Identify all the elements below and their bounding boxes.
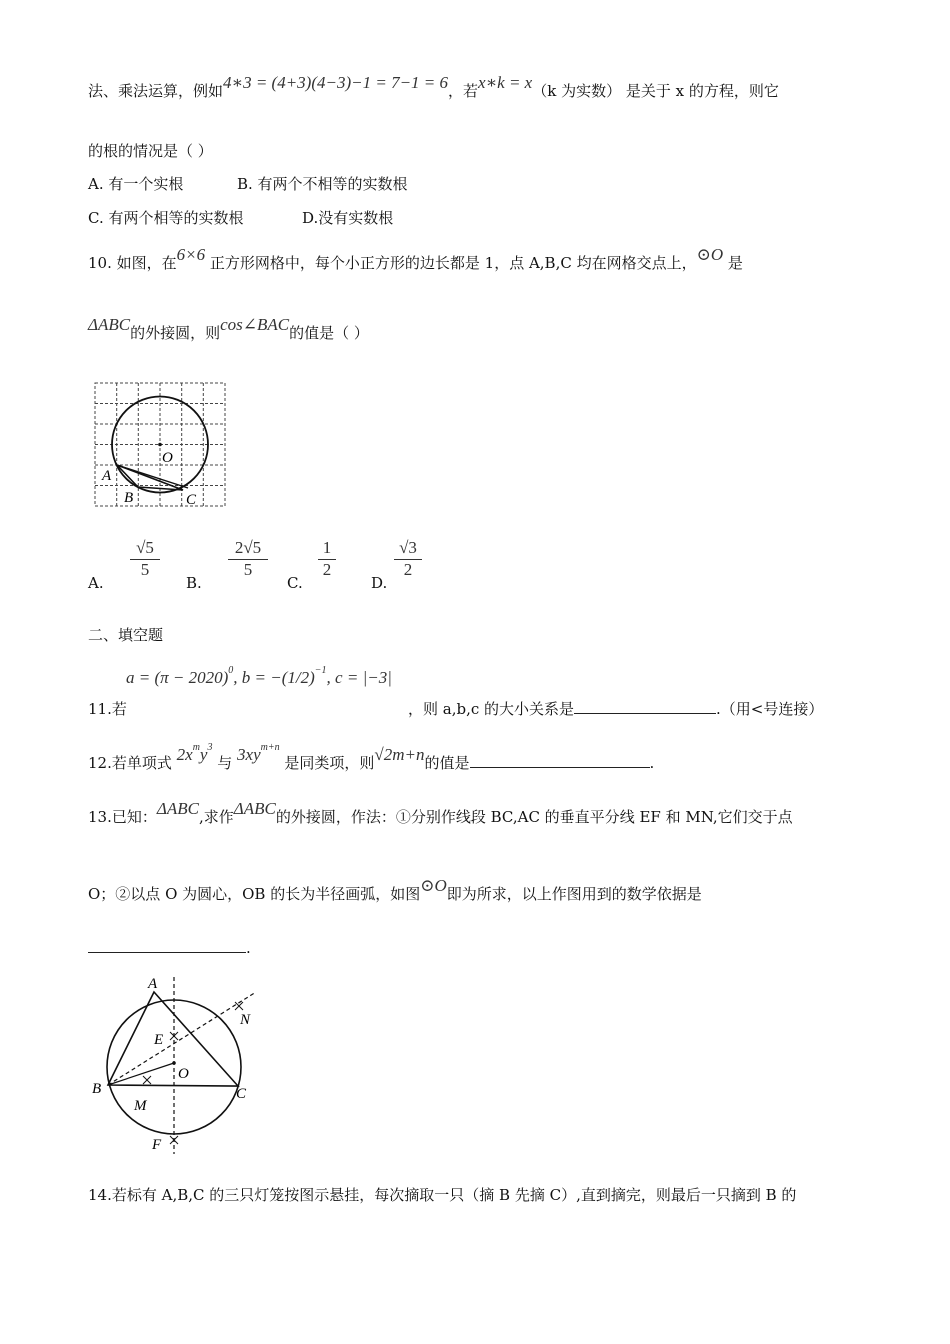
q13-label-m: M: [134, 1098, 147, 1114]
q11-answer-blank[interactable]: [574, 699, 716, 714]
q10-option-c-letter: C.: [287, 574, 303, 592]
q12-answer-blank[interactable]: [470, 753, 650, 768]
q10-option-b-letter: B.: [186, 574, 202, 592]
q13-label-c: C: [236, 1086, 247, 1102]
q10-label-c: C: [186, 492, 197, 508]
q9-option-d: D.没有实数根: [302, 209, 394, 227]
section-title-fill-in: 二、填空题: [88, 626, 164, 644]
q9-example-expression: 4∗3 = (4+3)(4−3)−1 = 7−1 = 6: [223, 73, 449, 92]
q12-term1: $2x^my^3$: [176, 742, 213, 764]
q10-cos-expression: cos∠BAC: [220, 315, 290, 334]
q13-label-f: F: [152, 1137, 162, 1153]
q11-rest: ，则 a,b,c 的大小关系是 .（用<号连接）: [408, 700, 824, 718]
q9-equation: x∗k = x: [478, 73, 533, 92]
q9-line2: 的根的情况是（ ）: [88, 142, 213, 160]
q11-expression: $a = (\pi - 2020)^0$, $b = -(1/2)^{-1}$, c = |−3|: [126, 665, 392, 687]
q13-label-b: B: [92, 1081, 102, 1097]
q10-option-d-fraction: √3 2: [394, 538, 422, 580]
q9-option-a: A. 有一个实根: [88, 175, 184, 193]
q10-option-c-fraction: 1 2: [318, 538, 336, 580]
q10-line1: 10. 如图，在6×6 正方形网格中，每个小正方形的边长都是 1，点 A,B,C 均在网格交点上，⊙O 是: [88, 245, 743, 272]
q10-triangle-symbol: ΔABC: [88, 315, 131, 334]
q12-line: 12.若单项式 $2x^my^3$ 与 $3xy^{m+n}$ 是同类项，则√2m+n的值是 .: [88, 742, 655, 772]
q10-label-a: A: [102, 468, 112, 484]
q13-circumcircle-figure: [88, 972, 268, 1157]
q13-label-n: N: [240, 1012, 251, 1028]
q9-option-c: C. 有两个相等的实数根: [88, 209, 244, 227]
q13-label-a: A: [148, 976, 158, 992]
q13-label-o: O: [178, 1066, 189, 1082]
q13-label-e: E: [154, 1032, 164, 1048]
q10-option-a-fraction: √5 5: [130, 538, 160, 580]
q12-term2: $3xy^{m+n}$: [237, 742, 280, 764]
q10-grid-figure: [90, 380, 230, 510]
q13-line1: 13.已知：ΔABC,求作ΔABC的外接圆，作法：①分别作线段 BC,AC 的垂直平分线 EF 和 MN,它们交于点: [88, 799, 793, 826]
q13-answer-blank[interactable]: [88, 938, 246, 953]
q14-line1: 14.若标有 A,B,C 的三只灯笼按图示悬挂，每次摘取一只（摘 B 先摘 C）,直到摘完，则最后一只摘到 B 的: [88, 1186, 797, 1204]
q10-option-a-letter: A.: [88, 574, 104, 592]
q10-option-b-fraction: 2√5 5: [228, 538, 268, 580]
q12-sqrt-expression: √2m+n: [374, 745, 425, 764]
q13-triangle: [108, 992, 238, 1086]
q10-option-d-letter: D.: [371, 574, 388, 592]
q10-line2: ΔABC的外接圆，则cos∠BAC的值是（ ）: [88, 315, 369, 342]
q9-option-b: B. 有两个不相等的实数根: [237, 175, 408, 193]
q10-grid-expression: 6×6: [176, 245, 206, 264]
q13-line3: .: [88, 938, 251, 957]
q9-line1: 法、乘法运算，例如4∗3 = (4+3)(4−3)−1 = 7−1 = 6，若x∗k = x（k 为实数） 是关于 x 的方程，则它: [88, 73, 779, 100]
q10-label-b: B: [124, 490, 134, 506]
q10-center-point: [158, 443, 162, 447]
q13-line2: O；②以点 O 为圆心，OB 的长为半径画弧，如图⊙O即为所求，以上作图用到的数学依据是: [88, 876, 702, 903]
q11-number: 11.若: [88, 700, 127, 718]
q10-circle-symbol: ⊙O: [696, 245, 724, 264]
q10-label-o: O: [162, 450, 173, 466]
